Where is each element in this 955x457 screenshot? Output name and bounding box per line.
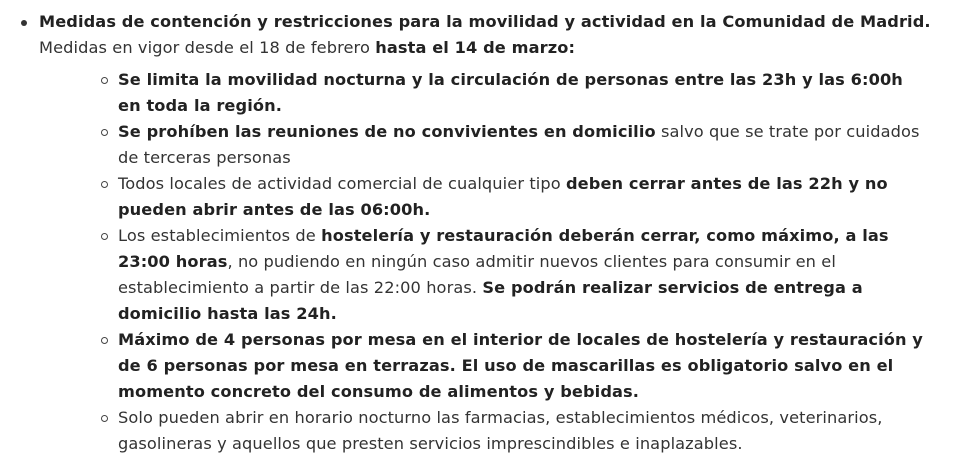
sub-measures-list xyxy=(39,67,955,457)
item-text: Máximo de 4 personas por mesa en el interior de locales de hostelería y restauración y de 6 personas por mesa en terrazas. El uso de mascarillas es obligatorio salvo en el momento concreto del consumo de alimentos y bebidas. xyxy=(118,330,923,401)
item-text: Se limita la movilidad nocturna y la circulación de personas entre las 23h y las 6:00h en toda la región. xyxy=(118,70,903,115)
bullet-icon xyxy=(21,20,27,26)
circle-bullet-icon xyxy=(101,129,108,136)
measures-list xyxy=(0,9,955,457)
list-item xyxy=(39,171,955,223)
circle-bullet-icon xyxy=(101,233,108,240)
item-text: Todos locales de actividad comercial de cualquier tipo xyxy=(118,174,566,193)
item-text: , no pudiendo en ningún caso admitir nuevos clientes para consumir en el establecimiento a partir de las 22:00 horas. xyxy=(118,252,836,297)
item-text: hostelería y restauración deberán cerrar, como máximo, a las 23:00 horas xyxy=(118,226,889,271)
circle-bullet-icon xyxy=(101,181,108,188)
list-item xyxy=(39,327,955,405)
list-item xyxy=(39,223,955,327)
circle-bullet-icon xyxy=(101,415,108,422)
item-text: Los establecimientos de xyxy=(118,226,322,245)
main-item-date-text: Medidas en vigor desde el 18 de febrero xyxy=(39,38,376,57)
main-item-text xyxy=(39,9,955,61)
main-item-title: Medidas de contención y restricciones para la movilidad y actividad en la Comunidad de Madrid. xyxy=(39,12,931,31)
item-text: Se podrán realizar servicios de entrega a domicilio hasta las 24h. xyxy=(118,278,863,323)
list-item xyxy=(39,67,955,119)
main-list-item xyxy=(0,9,955,457)
list-item xyxy=(39,119,955,171)
item-text: Solo pueden abrir en horario nocturno las farmacias, establecimientos médicos, veterinarios, gasolineras y aquellos que presten servicios imprescindibles e inaplazables. xyxy=(118,408,883,453)
circle-bullet-icon xyxy=(101,337,108,344)
circle-bullet-icon xyxy=(101,77,108,84)
list-item xyxy=(39,405,955,457)
main-item-end-date: hasta el 14 de marzo: xyxy=(375,38,576,57)
item-text: Se prohíben las reuniones de no convivientes en domicilio xyxy=(118,122,656,141)
item-text: deben cerrar antes de las 22h y no pueden abrir antes de las 06:00h. xyxy=(118,174,888,219)
item-text: salvo que se trate por cuidados de terceras personas xyxy=(118,122,920,167)
